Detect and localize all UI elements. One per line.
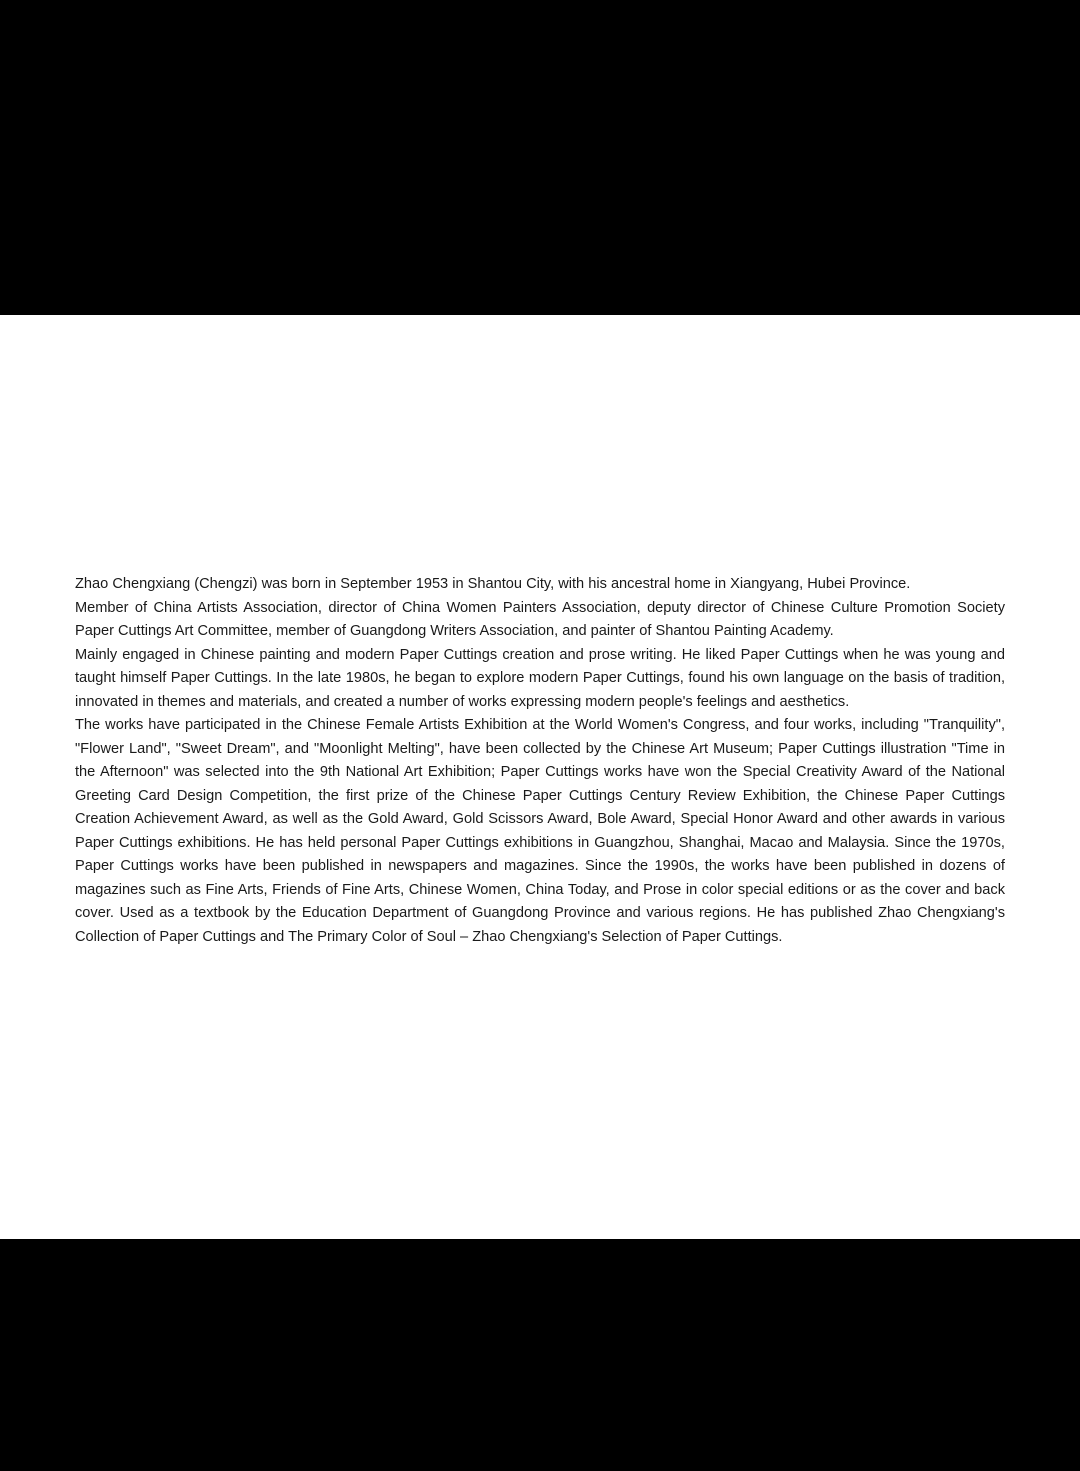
bio-paragraph-birth: Zhao Chengxiang (Chengzi) was born in September 1953 in Shantou City, with his ancestral home in Xiangyang, Hubei Province. (75, 576, 911, 592)
bio-paragraph-memberships: Member of China Artists Association, director of China Women Painters Association, deputy director of Chinese Culture Promotion Society Paper Cuttings Art Committee, member of Guangdong Writers Association, and painter of Shantou Painting Academy. (75, 599, 1005, 639)
bottom-black-band (0, 1239, 1080, 1471)
top-black-band (0, 0, 1080, 315)
bio-paragraph-achievements: The works have participated in the Chinese Female Artists Exhibition at the World Women's Congress, and four works, including "Tranquility", "Flower Land", "Sweet Dream", and "Moonlight Melting", have been collected by the Chinese Art Museum; Paper Cuttings illustration "Time in the Afternoon" was selected into the 9th National Art Exhibition; Paper Cuttings works have won the Special Creativity Award of the National Greeting Card Design Competition, the first prize of the Chinese Paper Cuttings Century Review Exhibition, the Chinese Paper Cuttings Creation Achievement Award, as well as the Gold Award, Gold Scissors Award, Bole Award, Special Honor Award and other awards in various Paper Cuttings exhibitions. He has held personal Paper Cuttings exhibitions in Guangzhou, Shanghai, Macao and Malaysia. Since the 1970s, Paper Cuttings works have been published in newspapers and magazines. Since the 1990s, the works have been published in dozens of magazines such as Fine Arts, Friends of Fine Arts, Chinese Women, China Today, and Prose in color special editions or as the cover and back cover. Used as a textbook by the Education Department of Guangdong Province and various regions. He has published Zhao Chengxiang's Collection of Paper Cuttings and The Primary Color of Soul – Zhao Chengxiang's Selection of Paper Cuttings. (75, 717, 1005, 945)
bio-paragraph-career: Mainly engaged in Chinese painting and modern Paper Cuttings creation and prose writing. He liked Paper Cuttings when he was young and taught himself Paper Cuttings. In the late 1980s, he began to explore modern Paper Cuttings, found his own language on the basis of tradition, innovated in themes and materials, and created a number of works expressing modern people's feelings and aesthetics. (75, 646, 1005, 710)
document-page (0, 315, 1080, 1239)
biography-text (75, 573, 1005, 949)
